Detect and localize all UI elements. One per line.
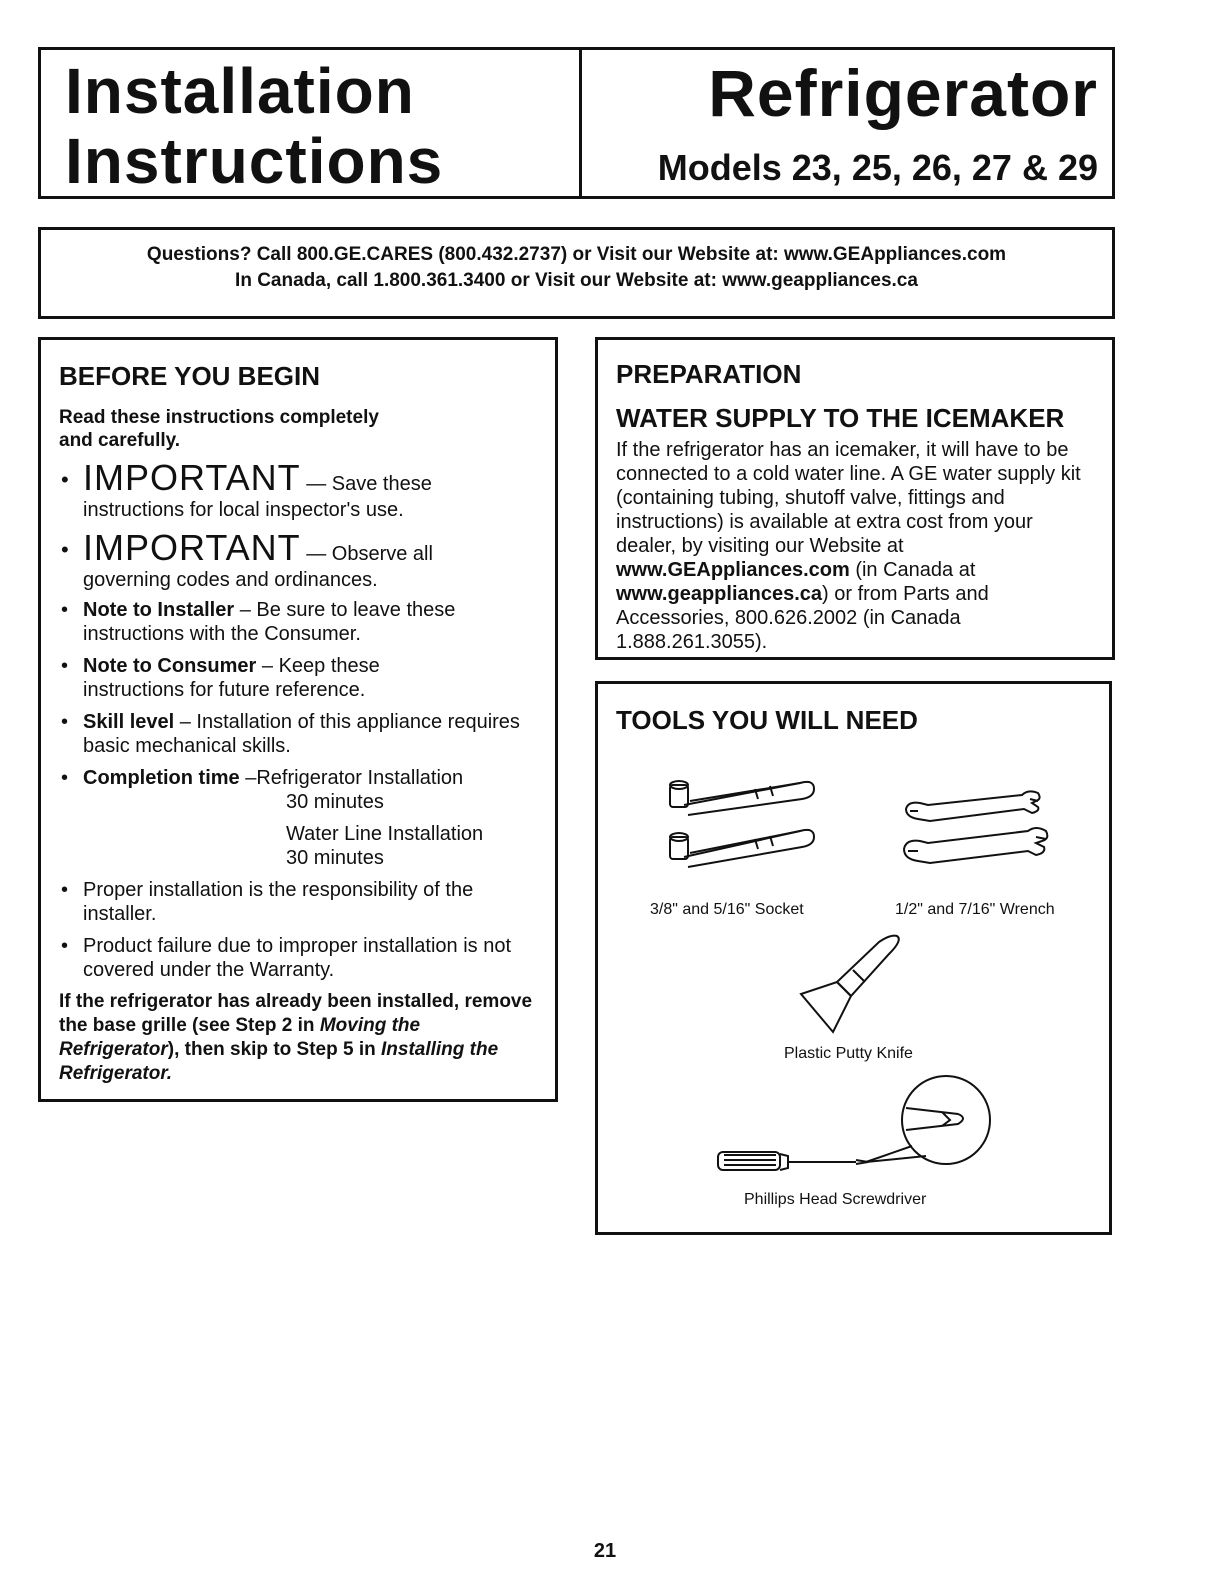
product-title [658, 56, 1098, 192]
skill-level-text: – Installation of this appliance requires basic mechanical skills. [83, 711, 520, 757]
ge-website-link[interactable]: www.GEAppliances.com [616, 559, 850, 581]
important-rest-text: governing codes and ordinances. [83, 569, 378, 591]
important-dash-text: — Save these [300, 473, 432, 495]
intro-line-1: Read these instructions completely [59, 407, 379, 428]
title-header [38, 47, 1115, 199]
model-numbers: Models 23, 25, 26, 27 & 29 [657, 147, 1098, 188]
completion-time-lead: Completion time [83, 767, 240, 789]
refrigerator-installation-label: Refrigerator Installation [256, 767, 464, 789]
installed-note-part-1: If the refrigerator has already been installed, remove the base grille (see Step 2 in [59, 991, 533, 1036]
page-number: 21 [593, 1540, 617, 1562]
moving-refrigerator-ref: Moving the Refrigerator [59, 1015, 421, 1060]
completion-time-row [83, 766, 555, 790]
list-item-skill-level [59, 710, 555, 758]
screwdriver-label: Phillips Head Screwdriver [744, 1191, 927, 1208]
list-item-product-failure [59, 934, 555, 982]
refrigerator-installation-time: 30 minutes [286, 791, 384, 813]
list-item-note-installer [59, 598, 555, 646]
note-consumer-lead: Note to Consumer [83, 655, 257, 677]
before-you-begin-heading: BEFORE YOU BEGIN [59, 361, 321, 391]
note-installer-lead: Note to Installer [83, 599, 235, 621]
intro-line-2: and carefully. [59, 430, 181, 451]
wrench-small [904, 828, 1047, 863]
preparation-section [595, 337, 1115, 660]
water-supply-heading: WATER SUPPLY TO THE ICEMAKER [616, 403, 1065, 433]
list-item-note-consumer [59, 654, 555, 702]
list-item-important-observe [59, 528, 555, 592]
intro-text [59, 406, 555, 452]
note-installer-text: – Be sure to leave these instructions with the Consumer. [83, 599, 456, 645]
product-name: Refrigerator [708, 56, 1098, 130]
product-failure-text: Product failure due to improper installation is not covered under the Warranty. [83, 935, 512, 981]
wrench-icon [898, 789, 1068, 879]
installed-note-part-2: ), then skip to Step 5 in [167, 1039, 381, 1060]
contact-line-canada: In Canada, call 1.800.361.3400 or Visit our Website at: www.geappliances.ca [235, 270, 918, 291]
contact-box [38, 227, 1115, 319]
water-supply-text-2: (in Canada at [849, 559, 976, 581]
list-item-completion-time [59, 766, 555, 870]
putty-knife-label: Plastic Putty Knife [784, 1045, 913, 1062]
putty-knife-icon [793, 934, 913, 1039]
important-rest-text: instructions for local inspector's use. [83, 499, 404, 521]
title-line-1: Installation [65, 55, 415, 127]
water-line-installation-label: Water Line Installation [286, 823, 484, 845]
list-item-proper-installation [59, 878, 555, 926]
socket-wrench-icon [650, 769, 840, 869]
proper-installation-text: Proper installation is the responsibility of the installer. [83, 879, 474, 925]
socket-label: 3/8" and 5/16" Socket [650, 901, 804, 918]
note-consumer-text: – Keep these instructions for future reference. [83, 655, 380, 701]
important-label: IMPORTANT [83, 527, 301, 568]
preparation-heading: PREPARATION [616, 359, 802, 389]
water-line-installation-time: 30 minutes [286, 847, 384, 869]
wrench-label: 1/2" and 7/16" Wrench [895, 901, 1055, 918]
list-item-important-save [59, 458, 555, 522]
already-installed-note [59, 990, 555, 1086]
header-divider [579, 50, 582, 196]
before-you-begin-section [38, 337, 558, 1102]
tools-heading: TOOLS YOU WILL NEED [616, 705, 918, 735]
water-supply-text-1: If the refrigerator has an icemaker, it will have to be connected to a cold water line. A GE water supply kit (containing tubing, shutoff valve, fittings and instructions) is available at extra cost from your dealer, by visiting our Website at [616, 439, 1081, 557]
contact-line-us: Questions? Call 800.GE.CARES (800.432.2737) or Visit our Website at: www.GEAppliances.com [146, 244, 1007, 265]
tools-section [595, 681, 1112, 1235]
important-label: IMPORTANT [83, 457, 301, 498]
document-title [65, 56, 443, 196]
completion-separator: – [239, 767, 257, 789]
water-supply-text [616, 438, 1112, 654]
water-supply-text-3: ) or from Parts and Accessories, 800.626.2002 (in Canada 1.888.261.3055). [616, 583, 989, 653]
installing-refrigerator-ref: Installing the Refrigerator. [59, 1039, 499, 1084]
socket-wrench-small [670, 830, 814, 867]
socket-wrench-large [670, 781, 814, 815]
skill-level-lead: Skill level [83, 711, 175, 733]
ge-canada-website-link[interactable]: www.geappliances.ca [616, 583, 823, 605]
wrench-large [906, 791, 1040, 821]
phillips-screwdriver-icon [706, 1084, 1006, 1184]
important-dash-text: — Observe all [300, 543, 433, 565]
title-line-2: Instructions [65, 125, 444, 197]
before-you-begin-list [59, 458, 555, 982]
